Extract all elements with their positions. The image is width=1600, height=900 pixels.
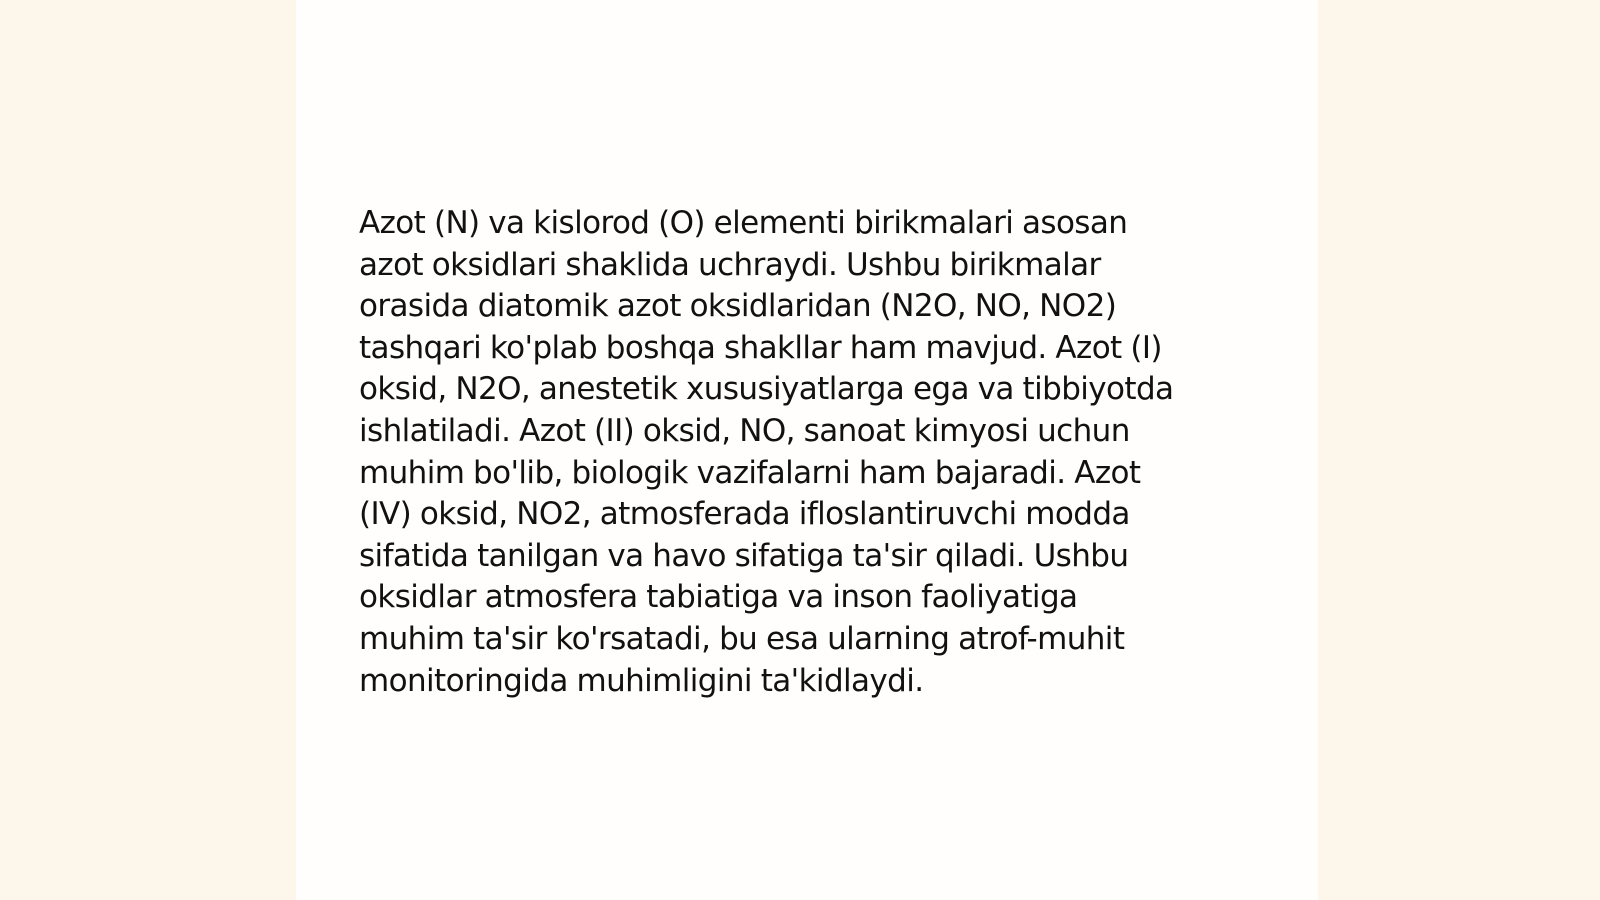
paragraph-line: azot oksidlari shaklida uchraydi. Ushbu birikmalar [359,246,1101,283]
paragraph-line: orasida diatomik azot oksidlaridan (N2O, NO, NO2) [359,288,1117,325]
paragraph-line: tashqari ko'plab boshqa shakllar ham mavjud. Azot (I) [359,329,1162,366]
paragraph-line: muhim bo'lib, biologik vazifalarni ham bajaradi. Azot [359,454,1141,491]
paragraph-line: Azot (N) va kislorod (O) elementi birikmalari asosan [359,205,1128,241]
paragraph-line: oksidlar atmosfera tabiatiga va inson faoliyatiga [359,579,1078,616]
paragraph-line: muhim ta'sir ko'rsatadi, bu esa ularning atrof-muhit [359,620,1125,657]
paragraph-line: ishlatiladi. Azot (II) oksid, NO, sanoat kimyosi uchun [359,412,1130,449]
paragraph-line: oksid, N2O, anestetik xususiyatlarga ega va tibbiyotda [359,371,1174,408]
paragraph-line: monitoringida muhimligini ta'kidlaydi. [359,662,924,699]
paragraph-line: (IV) oksid, NO2, atmosferada ifloslantiruvchi modda [359,496,1130,533]
paragraph-line: sifatida tanilgan va havo sifatiga ta'sir qiladi. Ushbu [359,537,1129,574]
document-page [296,0,1318,900]
body-paragraph [359,203,1259,702]
